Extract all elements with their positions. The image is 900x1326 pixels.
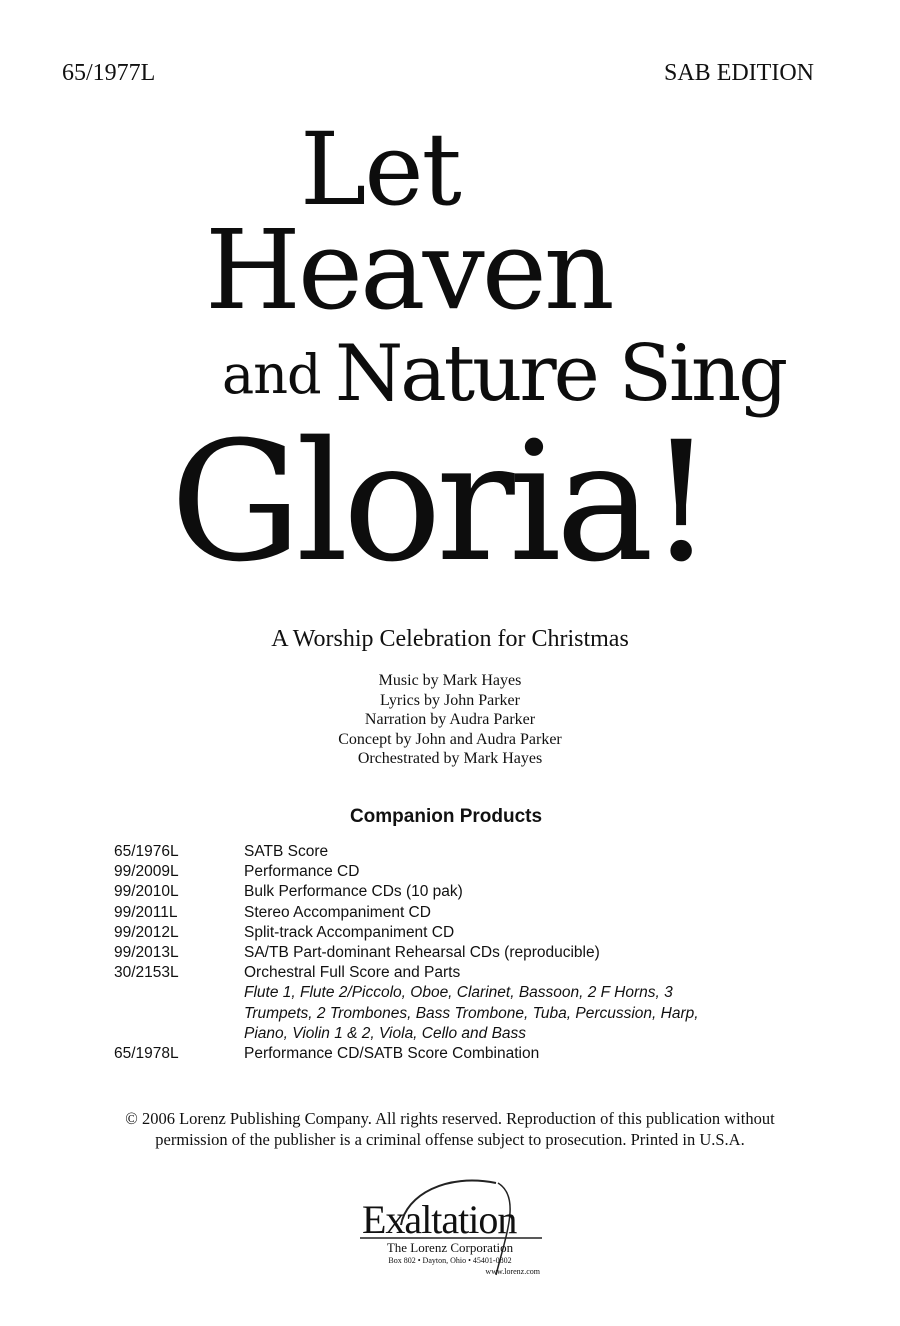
product-row: [114, 842, 794, 862]
product-row: [114, 903, 794, 923]
orchestra-detail-line: Piano, Violin 1 & 2, Viola, Cello and Bass: [244, 1024, 527, 1042]
product-row: [114, 862, 794, 882]
product-desc: Stereo Accompaniment CD: [244, 903, 431, 921]
product-desc: Performance CD/SATB Score Combination: [244, 1045, 540, 1063]
product-row: [114, 882, 794, 902]
catalog-number: 65/1977L: [62, 60, 156, 86]
companion-products-heading: Companion Products: [349, 806, 543, 827]
product-code: 30/2153L: [114, 964, 179, 982]
credit-music: Music by Mark Hayes: [378, 672, 522, 689]
orchestra-detail-line: Flute 1, Flute 2/Piccolo, Oboe, Clarinet, Bassoon, 2 F Horns, 3: [244, 984, 673, 1002]
title-line-and: and: [222, 343, 321, 406]
product-desc: SA/TB Part-dominant Rehearsal CDs (reproducible): [244, 944, 600, 962]
subtitle: A Worship Celebration for Christmas: [271, 626, 629, 652]
product-code: 99/2009L: [114, 863, 179, 881]
companion-products-list: [114, 842, 794, 1064]
product-desc: Bulk Performance CDs (10 pak): [244, 883, 463, 901]
product-desc: Orchestral Full Score and Parts: [244, 964, 461, 982]
orchestra-detail-line: Trumpets, 2 Trombones, Bass Trombone, Tuba, Percussion, Harp,: [244, 1004, 699, 1022]
product-desc: Split-track Accompaniment CD: [244, 923, 455, 941]
product-code: 65/1978L: [114, 1045, 179, 1063]
product-code: 65/1976L: [114, 843, 179, 860]
product-code: 99/2010L: [114, 883, 179, 901]
title-line-nature-sing: Nature Sing: [335, 329, 786, 419]
credit-narration: Narration by Audra Parker: [364, 711, 536, 728]
title-line-let: Let: [300, 111, 460, 228]
product-code: 99/2011L: [114, 903, 178, 921]
credit-lyrics: Lyrics by John Parker: [380, 691, 520, 709]
product-row: [114, 1044, 794, 1064]
copyright-line-2: permission of the publisher is a criminal offense subject to prosecution. Printed in U.S.A.: [155, 1130, 745, 1149]
title-line-gloria: Gloria!: [170, 406, 709, 598]
product-row: [114, 923, 794, 943]
publisher-name: Exaltation: [362, 1197, 517, 1242]
copyright-notice: [70, 1108, 830, 1150]
product-desc: Performance CD: [244, 863, 360, 881]
title-line-heaven: Heaven: [205, 206, 612, 334]
product-row: [114, 963, 794, 983]
edition-label: SAB EDITION: [664, 60, 814, 86]
copyright-line-1: © 2006 Lorenz Publishing Company. All rights reserved. Reproduction of this publication without: [125, 1109, 775, 1128]
credit-orchestration: Orchestrated by Mark Hayes: [357, 750, 543, 767]
publisher-address: Box 802 • Dayton, Ohio • 45401-0802: [388, 1256, 512, 1265]
product-code: 99/2013L: [114, 944, 179, 962]
product-desc: SATB Score: [244, 843, 329, 860]
publisher-web: www.lorenz.com: [485, 1267, 540, 1276]
credits: [0, 671, 900, 769]
product-row: [114, 943, 794, 963]
product-code: 99/2012L: [114, 923, 179, 941]
credit-concept: Concept by John and Audra Parker: [338, 730, 562, 748]
publisher-corp: The Lorenz Corporation: [386, 1240, 514, 1255]
